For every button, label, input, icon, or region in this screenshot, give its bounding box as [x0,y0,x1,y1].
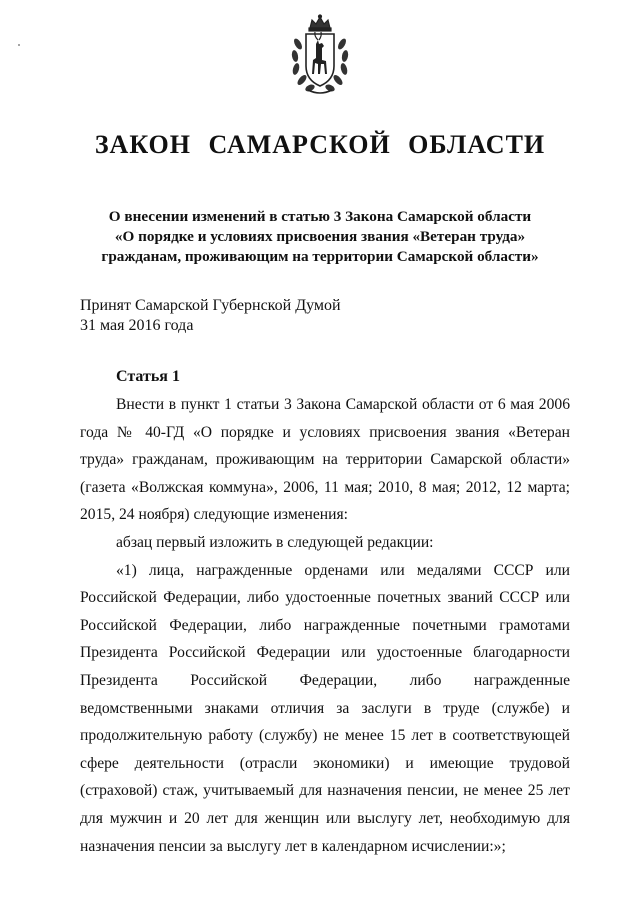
adoption-line: Принят Самарской Губернской Думой [80,297,341,314]
subtitle-line: «О порядке и условиях присвоения звания «Ветеран труда» [114,228,526,245]
article-heading: Статья 1 [116,368,180,385]
subtitle-line: гражданам, проживающим на территории Самарской области» [101,248,539,265]
scan-speck [18,44,20,46]
paragraph: «1) лица, награжденные орденами или медалями СССР или Российской Федерации, либо удостоенные почетных званий СССР или Российской Федерации, либо награжденные почетными грамотами Президента Российской Федерации или удостоенные благодарности Президента Российской Федерации, либо награжденные ведомственными знаками отличия за заслуги в труде (службе) и продолжительную работу (службу) не менее 15 лет в соответствующей сфере деятельности (отрасли экономики) и имеющие трудовой (страховой) стаж, учитываемый для назначения пенсии, не менее 25 лет для мужчин и 20 лет для женщин или выслугу лет, необходимую для назначения пенсии за выслугу лет в календарном исчислении:»; [80,561,570,855]
law-title: ЗАКОН САМАРСКОЙ ОБЛАСТИ [94,130,546,159]
adoption-date: 31 мая 2016 года [80,317,194,334]
subtitle-line: О внесении изменений в статью 3 Закона Самарской области [108,208,532,225]
paragraph: Внести в пункт 1 статьи 3 Закона Самарской области от 6 мая 2006 года № 40-ГД «О порядке и условиях присвоения звания «Ветеран труда» гражданам, проживающим на территории Самарской области» (газета «Волжская коммуна», 2006, 11 мая; 2010, 8 мая; 2012, 12 марта; 2015, 24 ноября) следующие изменения: [80,396,570,524]
paragraph: абзац первый изложить в следующей редакции: [116,533,434,551]
article-body [80,391,570,860]
adoption-note [80,296,341,336]
law-subtitle [70,207,570,267]
coat-of-arms-icon [288,14,352,98]
